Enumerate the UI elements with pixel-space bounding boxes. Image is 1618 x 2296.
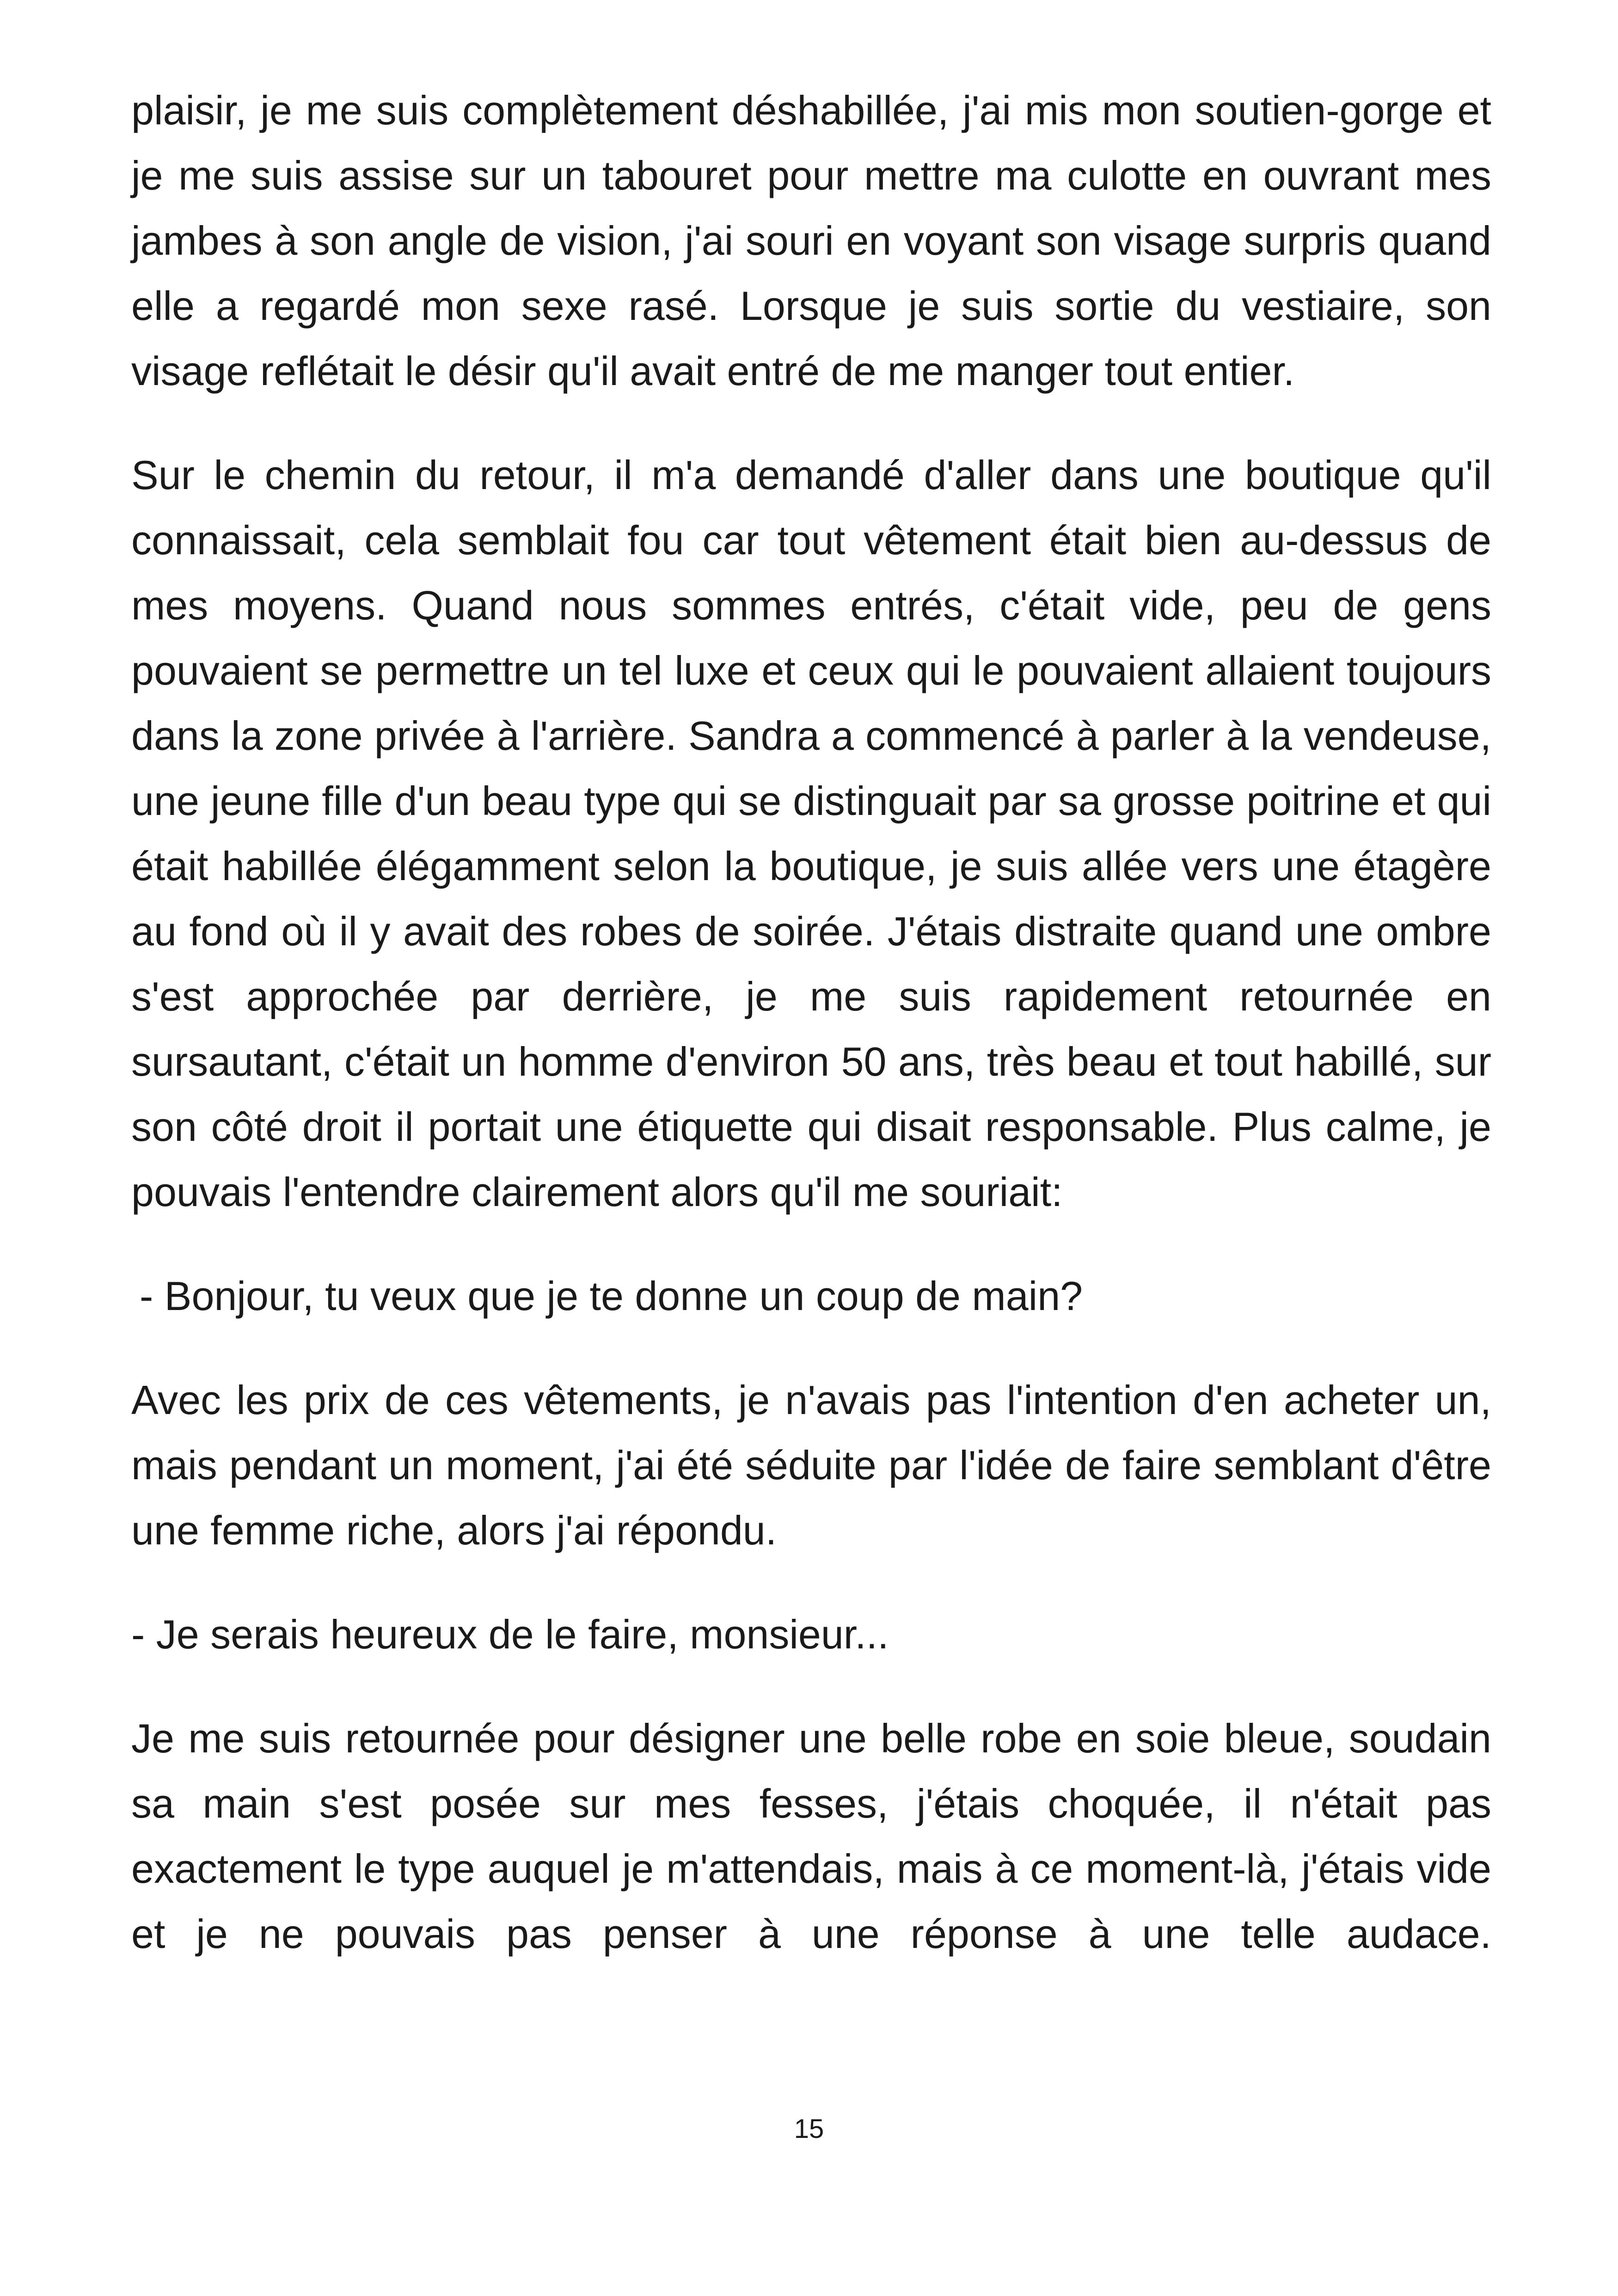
- page-number: 15: [794, 2114, 824, 2144]
- dialogue-line-2: - Je serais heureux de le faire, monsieur...: [131, 1611, 889, 1657]
- paragraph-2: Sur le chemin du retour, il m'a demandé d'aller dans une boutique qu'il connaissait, cela semblait fou car tout vêtement était bien au-dessus de mes moyens. Quand nous sommes entrés, c'était vide, peu de gens pouvaient se permettre un tel luxe et ceux qui le pouvaient allaient toujours dans la zone privée à l'arrière. Sandra a commencé à parler à la vendeuse, une jeune fille d'un beau type qui se distinguait par sa grosse poitrine et qui était habillée élégamment selon la boutique, je suis allée vers une étagère au fond où il y avait des robes de soirée. J'étais distraite quand une ombre s'est approchée par derrière, je me suis rapidement retournée en sursautant, c'était un homme d'environ 50 ans, très beau et tout habillé, sur son côté droit il portait une étiquette qui disait responsable. Plus calme, je pouvais l'entendre clairement alors qu'il me souriait:: [131, 452, 1491, 1215]
- dialogue-line-1: - Bonjour, tu veux que je te donne un coup de main?: [140, 1273, 1083, 1319]
- body-text: [131, 78, 1491, 1966]
- paragraph-4: Je me suis retournée pour désigner une belle robe en soie bleue, soudain sa main s'est posée sur mes fesses, j'étais choquée, il n'était pas exactement le type auquel je m'attendais, mais à ce moment-là, j'étais vide et je ne pouvais pas penser à une réponse à une telle audace.: [131, 1715, 1491, 1957]
- paragraph-3: Avec les prix de ces vêtements, je n'avais pas l'intention d'en acheter un, mais pendant un moment, j'ai été séduite par l'idée de faire semblant d'être une femme riche, alors j'ai répondu.: [131, 1377, 1491, 1553]
- paragraph-1: plaisir, je me suis complètement déshabillée, j'ai mis mon soutien-gorge et je me suis assise sur un tabouret pour mettre ma culotte en ouvrant mes jambes à son angle de vision, j'ai souri en voyant son visage surpris quand elle a regardé mon sexe rasé. Lorsque je suis sortie du vestiaire, son visage reflétait le désir qu'il avait entré de me manger tout entier.: [131, 87, 1491, 394]
